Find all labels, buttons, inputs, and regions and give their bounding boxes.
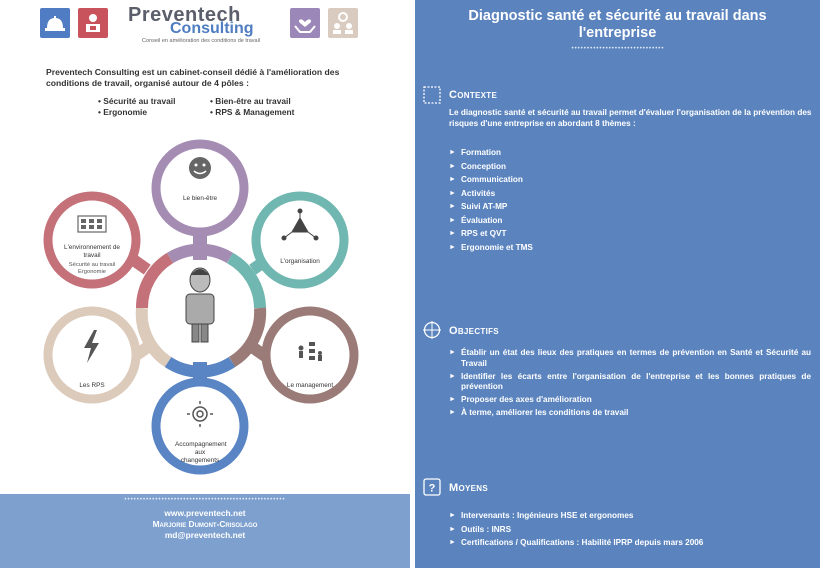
pole-item: • RPS & Management <box>210 107 294 118</box>
moyens-list <box>449 509 703 550</box>
list-item: ► Outils : INRS <box>449 523 703 537</box>
objectifs-heading: Objectifs <box>449 325 499 337</box>
list-item: ► Formation <box>449 146 533 160</box>
hands-heart-icon <box>290 8 320 38</box>
label-env-sub2: Ergonomie <box>77 269 107 275</box>
logo-name: Preventech <box>128 4 241 26</box>
list-item: ► Proposer des axes d'amélioration <box>449 395 811 406</box>
list-item: ► Ergonomie et TMS <box>449 241 533 255</box>
label-environnement: L'environnement de travail <box>64 244 120 259</box>
label-organisation: L'organisation <box>280 258 320 265</box>
label-accompagnement: Accompagnement aux changements <box>175 441 227 464</box>
pole-item: • Bien-être au travail <box>210 96 294 107</box>
list-item: ► Établir un état des lieux des pratiques en termes de prévention en Santé et Sécurité au Travail <box>449 348 811 369</box>
poles-col2 <box>210 96 294 118</box>
footer-contact: Marjorie Dumont-Crisolago <box>152 519 258 529</box>
right-page <box>415 0 820 568</box>
target-icon <box>423 321 441 339</box>
list-item: ► Communication <box>449 173 533 187</box>
pole-item: • Sécurité au travail <box>98 96 175 107</box>
contact-footer <box>0 494 410 568</box>
list-item: ► Évaluation <box>449 214 533 228</box>
worker-laptop-icon <box>78 8 108 38</box>
label-env-sub1: Sécurité au travail <box>68 262 116 268</box>
person-icon <box>186 268 214 342</box>
contexte-text: Le diagnostic santé et sécurité au travail permet d'évaluer l'organisation de la prévention des risques d'une entreprise en abordant 8 thèmes : <box>449 108 812 128</box>
poles-col1 <box>98 96 175 118</box>
svg-text:?: ? <box>428 482 436 495</box>
contexte-icon <box>423 86 441 104</box>
footer-website[interactable]: www.preventech.net <box>164 508 246 518</box>
poles-diagram <box>0 130 410 490</box>
intro-text: Preventech Consulting est un cabinet-conseil dédié à l'amélioration des conditions de travail, organisé autour de 4 pôles : <box>46 67 340 88</box>
footer-dots: •••••••••••••••••••••••••••••••••••••••••••••••••••• <box>124 497 286 503</box>
page-title <box>415 8 820 42</box>
title-line1: Diagnostic santé et sécurité au travail dans <box>468 8 767 24</box>
list-item: ► Identifier les écarts entre l'organisation de l'entreprise et les bonnes pratiques de prévention <box>449 372 811 393</box>
title-line2: l'entreprise <box>578 25 657 41</box>
list-item: ► Intervenants : Ingénieurs HSE et ergonomes <box>449 509 703 523</box>
moyens-heading: Moyens <box>449 482 488 494</box>
logo-tagline: Conseil en amélioration des conditions de travail <box>142 38 261 44</box>
objectifs-list <box>449 348 811 421</box>
helmet-icon <box>40 8 70 38</box>
list-item: ► Activités <box>449 187 533 201</box>
question-icon <box>423 478 441 496</box>
title-dots: •••••••••••••••••••••••••••••• <box>571 46 665 52</box>
pole-item: • Ergonomie <box>98 107 175 118</box>
smiley-icon <box>189 157 211 179</box>
label-management: Le management <box>286 382 334 389</box>
list-item: ► À terme, améliorer les conditions de travail <box>449 408 811 419</box>
list-item: ► RPS et QVT <box>449 227 533 241</box>
label-rps: Les RPS <box>79 382 105 389</box>
team-gear-icon <box>328 8 358 38</box>
list-item: ► Suivi AT-MP <box>449 200 533 214</box>
footer-email[interactable]: md@preventech.net <box>164 530 246 540</box>
contexte-list <box>449 146 533 254</box>
logo-sub: Consulting <box>170 20 254 37</box>
list-item: ► Conception <box>449 160 533 174</box>
list-item: ► Certifications / Qualifications : Habilité IPRP depuis mars 2006 <box>449 536 703 550</box>
label-bienetre: Le bien-être <box>182 195 218 202</box>
contexte-heading: Contexte <box>449 89 498 101</box>
